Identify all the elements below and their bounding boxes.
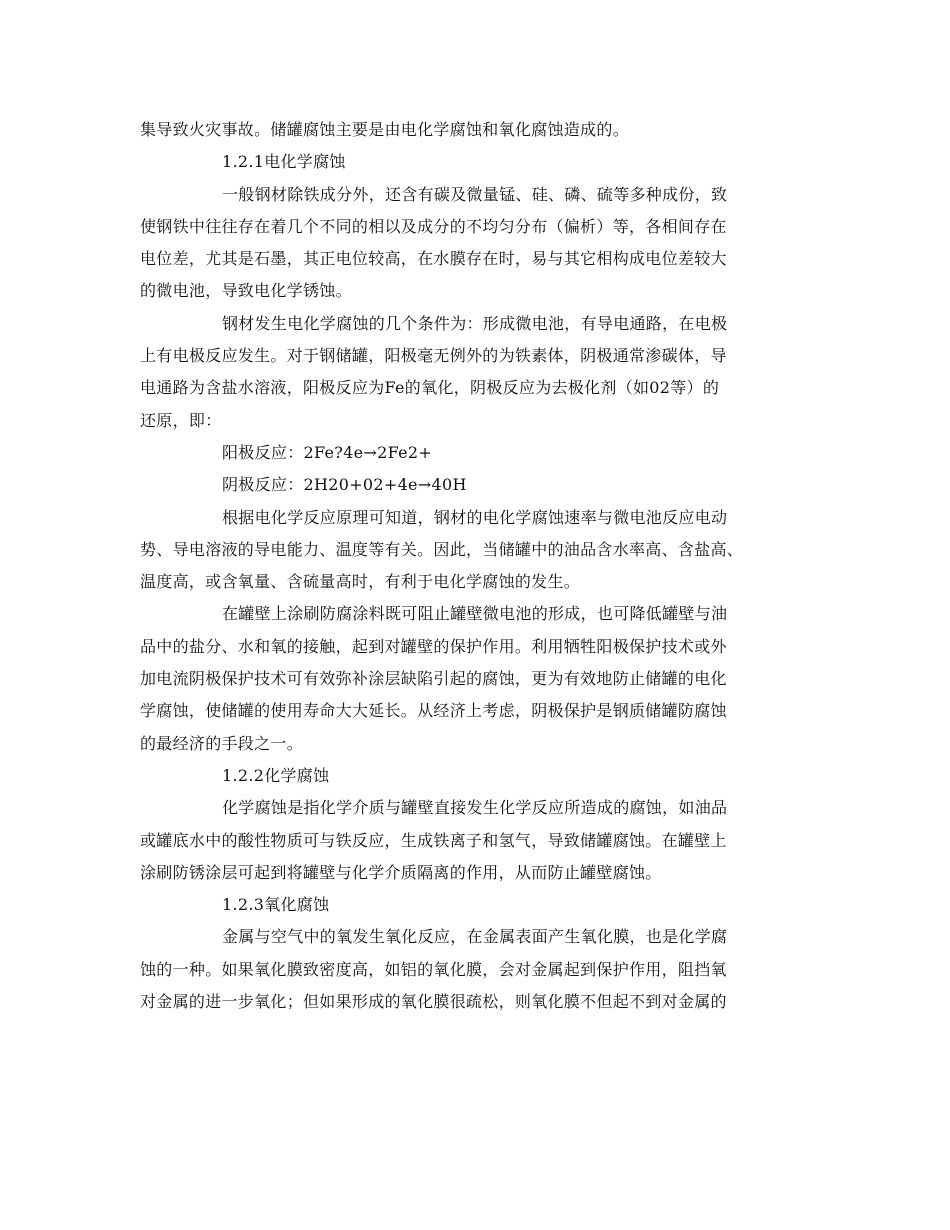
text-line: 电通路为含盐水溶液，阳极反应为Fe的氧化，阴极反应为去极化剂（如02等）的 <box>140 378 720 398</box>
anode-reaction-equation: 阳极反应：2Fe?4e→2Fe2+ <box>222 442 433 462</box>
text-line: 学腐蚀，使储罐的使用寿命大大延长。从经济上考虑，阴极保护是钢质储罐防腐蚀 <box>140 701 727 721</box>
text-line: 还原，即： <box>140 410 222 430</box>
text-line: 的微电池，导致电化学锈蚀。 <box>140 281 352 301</box>
cathode-reaction-equation: 阴极反应：2H20+02+4e→40H <box>222 475 467 495</box>
text-line: 电位差，尤其是石墨，其正电位较高，在水膜存在时，易与其它相构成电位差较大 <box>140 249 727 269</box>
text-line: 根据电化学反应原理可知道，钢材的电化学腐蚀速率与微电池反应电动 <box>222 507 728 527</box>
text-line: 上有电极反应发生。对于钢储罐，阳极毫无例外的为铁素体，阴极通常渗碳体，导 <box>140 346 727 366</box>
text-line: 化学腐蚀是指化学介质与罐壁直接发生化学反应所造成的腐蚀，如油品 <box>222 798 728 818</box>
text-line: 对金属的进一步氧化；但如果形成的氧化膜很疏松，则氧化膜不但起不到对金属的 <box>140 992 727 1012</box>
text-line: 或罐底水中的酸性物质可与铁反应，生成铁离子和氢气，导致储罐腐蚀。在罐壁上 <box>140 830 727 850</box>
text-line: 的最经济的手段之一。 <box>140 733 304 753</box>
text-line: 蚀的一种。如果氧化膜致密度高，如铝的氧化膜，会对金属起到保护作用，阻挡氧 <box>140 959 727 979</box>
text-line: 品中的盐分、水和氧的接触，起到对罐壁的保护作用。利用牺牲阳极保护技术或外 <box>140 636 727 656</box>
text-line: 在罐壁上涂刷防腐涂料既可阻止罐壁微电池的形成，也可降低罐壁与油 <box>222 604 728 624</box>
text-line: 加电流阴极保护技术可有效弥补涂层缺陷引起的腐蚀，更为有效地防止储罐的电化 <box>140 669 727 689</box>
text-line: 温度高，或含氧量、含硫量高时，有利于电化学腐蚀的发生。 <box>140 572 581 592</box>
text-line: 势、导电溶液的导电能力、温度等有关。因此，当储罐中的油品含水率高、含盐高、 <box>140 539 744 559</box>
text-line: 涂刷防锈涂层可起到将罐壁与化学介质隔离的作用，从而防止罐壁腐蚀。 <box>140 862 662 882</box>
text-line: 一般钢材除铁成分外，还含有碳及微量锰、硅、磷、硫等多种成份，致 <box>222 184 728 204</box>
section-heading-1-2-3: 1.2.3氧化腐蚀 <box>222 895 330 915</box>
text-line: 金属与空气中的氧发生氧化反应，在金属表面产生氧化膜，也是化学腐 <box>222 927 728 947</box>
document-body <box>140 114 826 1018</box>
section-heading-1-2-1: 1.2.1电化学腐蚀 <box>222 152 346 172</box>
text-line: 使钢铁中往往存在着几个不同的相以及成分的不均匀分布（偏析）等，各相间存在 <box>140 216 727 236</box>
text-line: 集导致火灾事故。储罐腐蚀主要是由电化学腐蚀和氧化腐蚀造成的。 <box>140 120 630 139</box>
section-heading-1-2-2: 1.2.2化学腐蚀 <box>222 765 330 785</box>
text-line: 钢材发生电化学腐蚀的几个条件为：形成微电池，有导电通路，在电极 <box>222 313 728 333</box>
